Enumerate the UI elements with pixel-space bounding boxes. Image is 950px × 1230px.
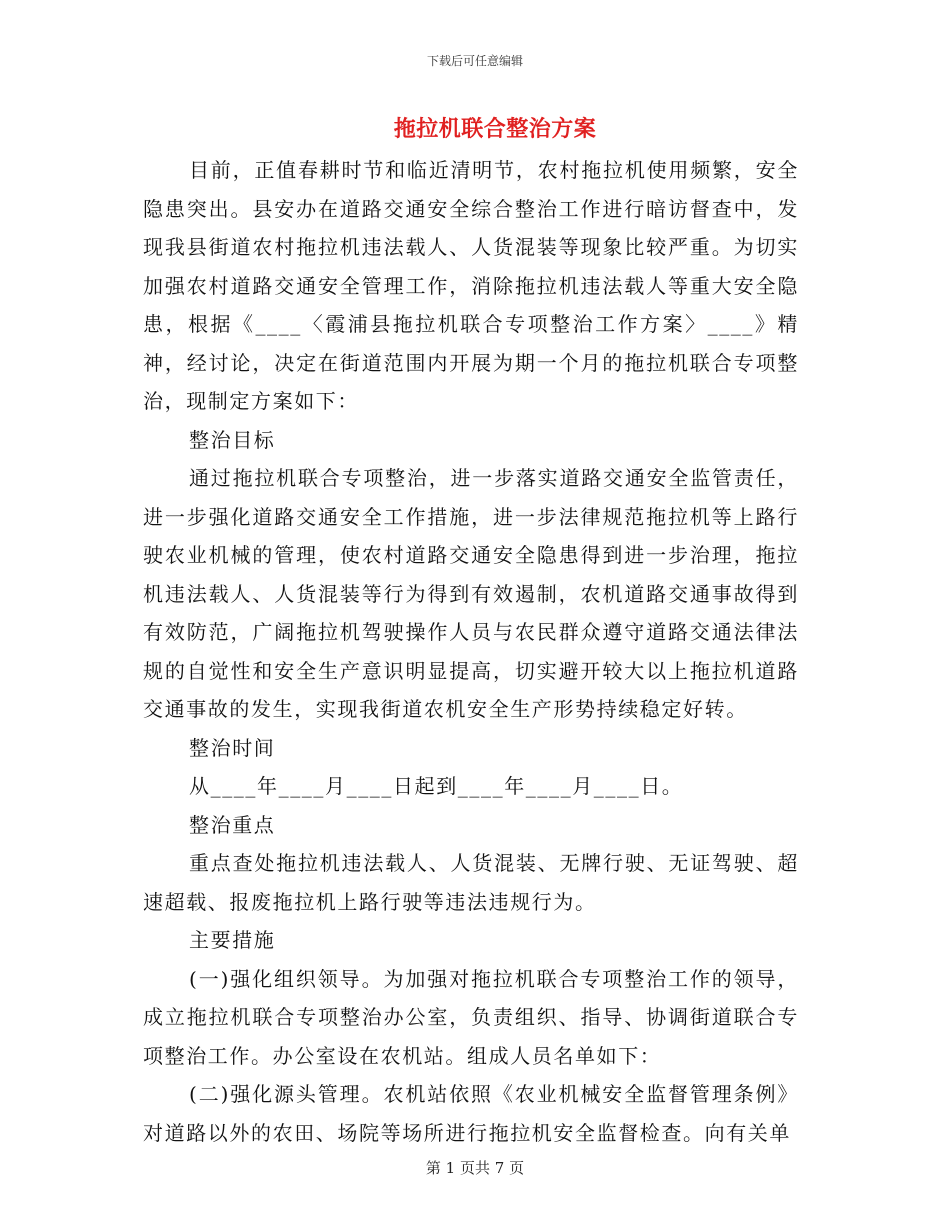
paragraph-intro: 目前，正值春耕时节和临近清明节，农村拖拉机使用频繁，安全隐患突出。县安办在道路交通安全综合整治工作进行暗访督查中，发现我县街道农村拖拉机违法载人、人货混装等现象比较严重。为切实加强农村道路交通安全管理工作，消除拖拉机违法载人等重大安全隐患，根据《____〈霞浦县拖拉机联合专项整治工作方案〉____》精神，经讨论，决定在街道范围内开展为期一个月的拖拉机联合专项整治，现制定方案如下： (143, 158, 799, 413)
document-title: 拖拉机联合整治方案 (393, 116, 597, 142)
page-number: 第 1 页共 7 页 (425, 1159, 525, 1177)
section-heading-goal: 整治目标 (189, 427, 276, 452)
page-header-note: 下载后可任意编辑 (426, 54, 523, 68)
section-heading-measures: 主要措施 (189, 928, 276, 952)
section-heading-focus: 整治重点 (189, 812, 276, 837)
paragraph-measure-1: (一)强化组织领导。为加强对拖拉机联合专项整治工作的领导，成立拖拉机联合专项整治办公室，负责组织、指导、协调街道联合专项整治工作。办公室设在农机站。组成人员名单如下： (143, 966, 799, 1068)
paragraph-time: 从____年____月____日起到____年____月____日。 (189, 774, 684, 798)
paragraph-goal: 通过拖拉机联合专项整治，进一步落实道路交通安全监管责任，进一步强化道路交通安全工作措施，进一步法律规范拖拉机等上路行驶农业机械的管理，使农村道路交通安全隐患得到进一步治理，拖拉机违法载人、人货混装等行为得到有效遏制，农机道路交通事故得到有效防范，广阔拖拉机驾驶操作人员与农民群众遵守道路交通法律法规的自觉性和安全生产意识明显提高，切实避开较大以上拖拉机道路交通事故的发生，实现我街道农机安全生产形势持续稳定好转。 (143, 466, 799, 721)
paragraph-measure-2: (二)强化源头管理。农机站依照《农业机械安全监督管理条例》对道路以外的农田、场院等场所进行拖拉机安全监督检查。向有关单 (143, 1082, 799, 1145)
section-heading-time: 整治时间 (189, 735, 276, 760)
document-body (143, 151, 799, 1152)
paragraph-focus: 重点查处拖拉机违法载人、人货混装、无牌行驶、无证驾驶、超速超载、报废拖拉机上路行驶等违法违规行为。 (143, 851, 799, 914)
